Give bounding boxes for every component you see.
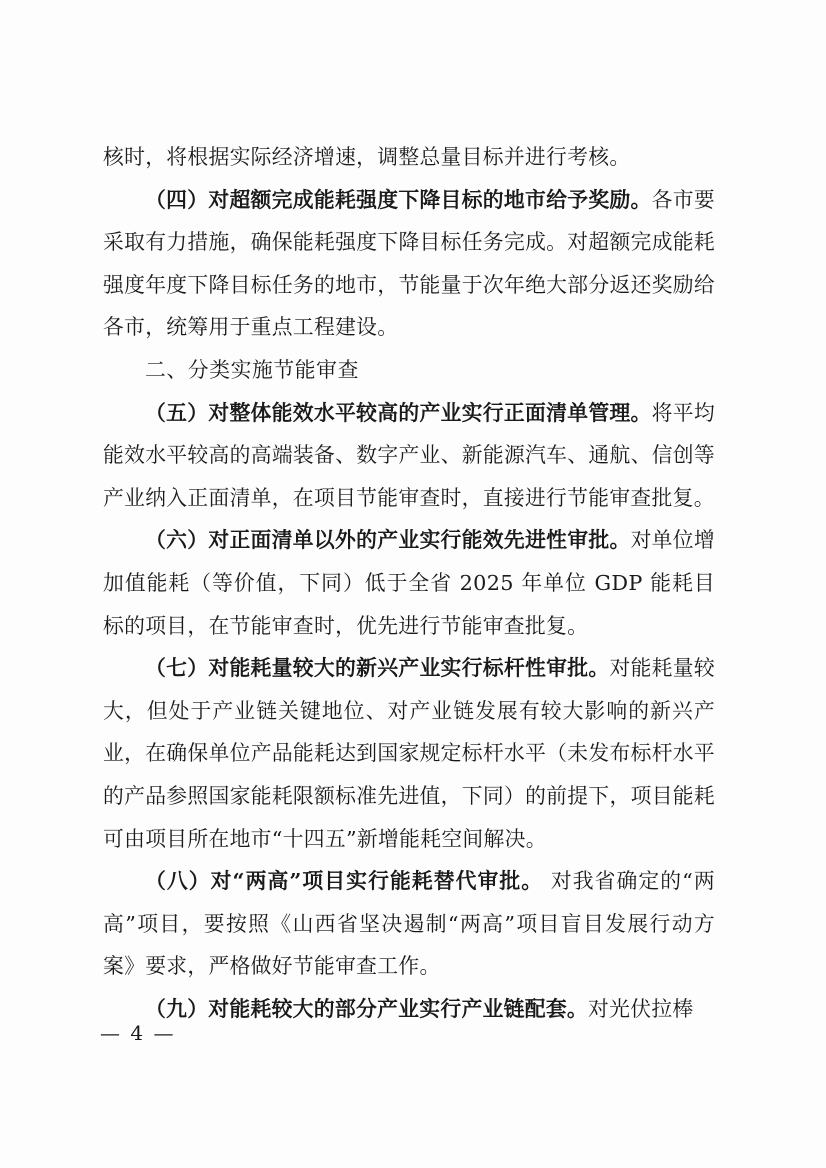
paragraph-two-high xyxy=(103,860,715,988)
paragraph-lead-bold: （五）对整体能效水平较高的产业实行正面清单管理。 xyxy=(145,399,652,425)
paragraph-text: 对单位增加值能耗（等价值，下同）低于全省 2025 年单位 GDP 能耗目标的项目，在节能审查时，优先进行节能审查批复。 xyxy=(103,528,715,638)
paragraph-text: 对我省确定的“两高”项目，要按照《山西省坚决遏制“两高”项目盲目发展行动方案》要求，严格做好节能审查工作。 xyxy=(103,869,716,979)
paragraph-industry-chain xyxy=(103,988,715,1031)
paragraph-reward xyxy=(103,179,715,349)
page-number: — 4 — xyxy=(100,1021,176,1045)
paragraph-text: 将平均能效水平较高的高端装备、数字产业、新能源汽车、通航、信创等产业纳入正面清单，在项目节能审查时，直接进行节能审查批复。 xyxy=(103,400,715,510)
section-heading: 二、分类实施节能审查 xyxy=(145,357,359,382)
paragraph-text: 核时，将根据实际经济增速，调整总量目标并进行考核。 xyxy=(103,145,631,169)
paragraph-positive-list xyxy=(103,392,715,520)
paragraph-benchmark-approval xyxy=(103,647,715,860)
paragraph-lead-bold: （八）对“两高”项目实行能耗替代审批。 xyxy=(145,868,544,894)
paragraph-lead-bold: （七）对能耗量较大的新兴产业实行标杆性审批。 xyxy=(145,655,610,681)
paragraph-text: 对能耗量较大，但处于产业链关键地位、对产业链发展有较大影响的新兴产业，在确保单位产品能耗达到国家规定标杆水平（未发布标杆水平的产品参照国家能耗限额标准先进值，下同）的前提下，项目能耗可由项目所在地市“十四五”新增能耗空间解决。 xyxy=(103,656,715,851)
paragraph-text: 各市要采取有力措施，确保能耗强度下降目标任务完成。对超额完成能耗强度年度下降目标任务的地市，节能量于次年绝大部分返还奖励给各市，统筹用于重点工程建设。 xyxy=(103,187,715,340)
paragraph-text: 对光伏拉棒 xyxy=(588,996,694,1021)
paragraph-efficiency-approval xyxy=(103,519,715,647)
paragraph-lead-bold: （九）对能耗较大的部分产业实行产业链配套。 xyxy=(145,995,589,1021)
paragraph-lead-bold: （四）对超额完成能耗强度下降目标的地市给予奖励。 xyxy=(145,186,652,212)
paragraph-continuation xyxy=(103,136,715,179)
document-body xyxy=(103,136,715,1030)
paragraph-lead-bold: （六）对正面清单以外的产业实行能效先进性审批。 xyxy=(145,527,631,553)
